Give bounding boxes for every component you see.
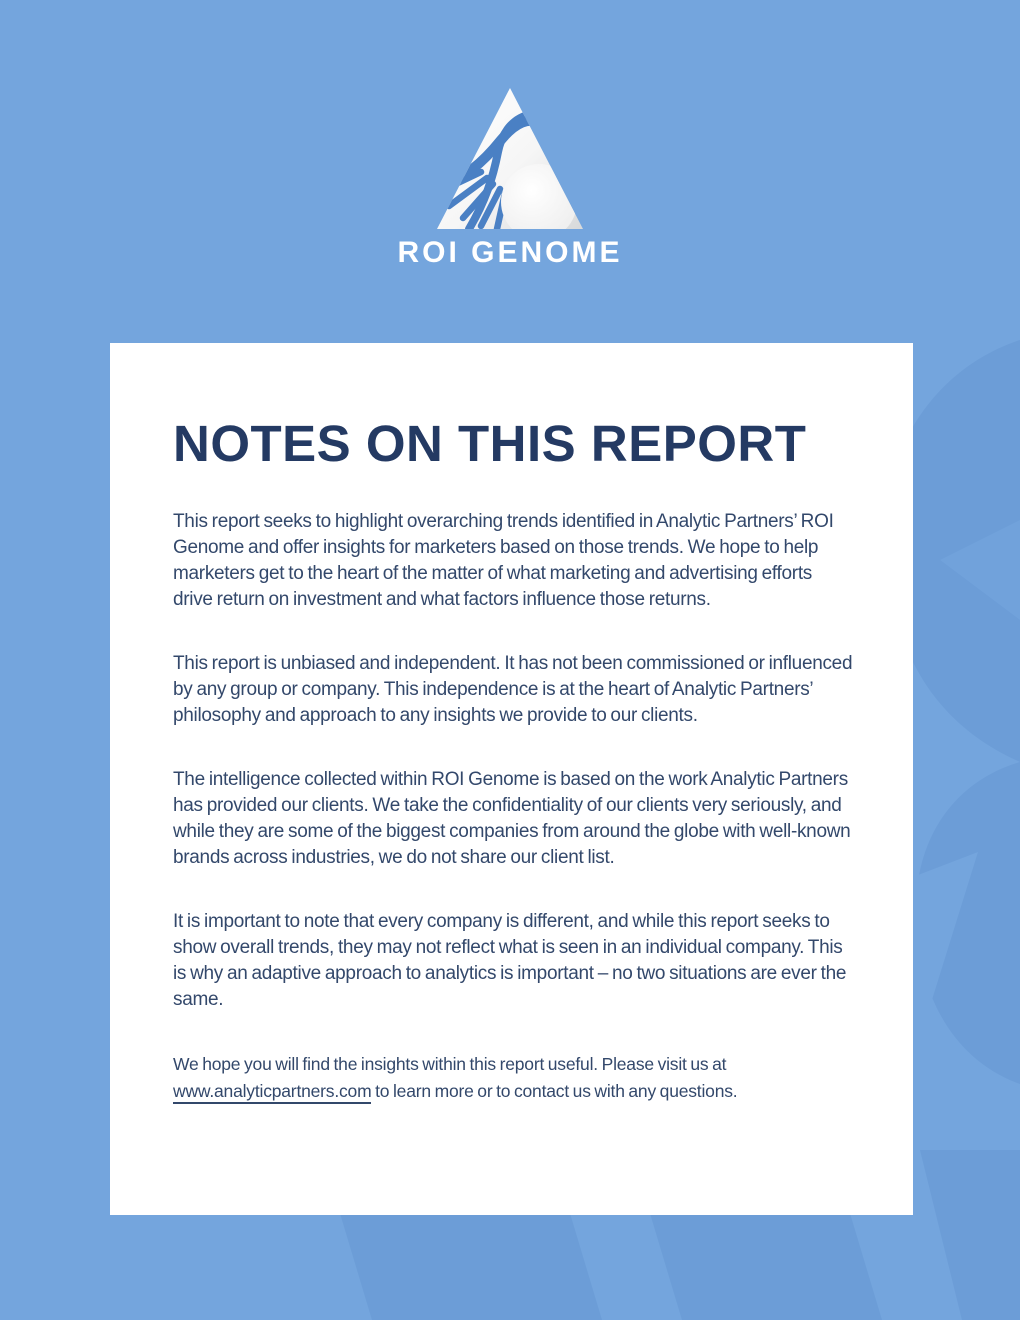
roi-genome-triangle-dna-icon — [434, 86, 586, 231]
footer-note — [173, 1051, 853, 1105]
analyticpartners-link[interactable]: www.analyticpartners.com — [173, 1081, 371, 1104]
roi-genome-logo — [0, 86, 1020, 268]
report-paragraph-2: This report is unbiased and independent. It has not been commissioned or influenced by any group or company. This independence is at the heart of Analytic Partners’ philosophy and approach to any insights we provide to our clients. — [173, 653, 853, 726]
footer-note-prefix: We hope you will find the insights within this report useful. Please visit us at — [173, 1054, 727, 1074]
footer-note-suffix: to learn more or to contact us with any questions. — [371, 1081, 738, 1101]
page-title: NOTES ON THIS REPORT — [173, 415, 807, 472]
notes-card — [110, 343, 913, 1215]
report-paragraph-1: This report seeks to highlight overarching trends identified in Analytic Partners’ ROI Genome and offer insights for marketers based on those trends. We hope to help marketers get to the heart of the matter of what marketing and advertising efforts drive return on investment and what factors influence those returns. — [173, 511, 834, 610]
report-paragraph-4: It is important to note that every company is different, and while this report seeks to show overall trends, they may not reflect what is seen in an individual company. This is why an adaptive approach to analytics is important – no two situations are ever the same. — [173, 911, 847, 1010]
roi-genome-wordmark: ROI GENOME — [397, 236, 623, 269]
report-paragraph-3: The intelligence collected within ROI Genome is based on the work Analytic Partners has provided our clients. We take the confidentiality of our clients very seriously, and while they are some of the biggest companies from around the globe with well-known brands across industries, we do not share our client list. — [173, 769, 851, 868]
